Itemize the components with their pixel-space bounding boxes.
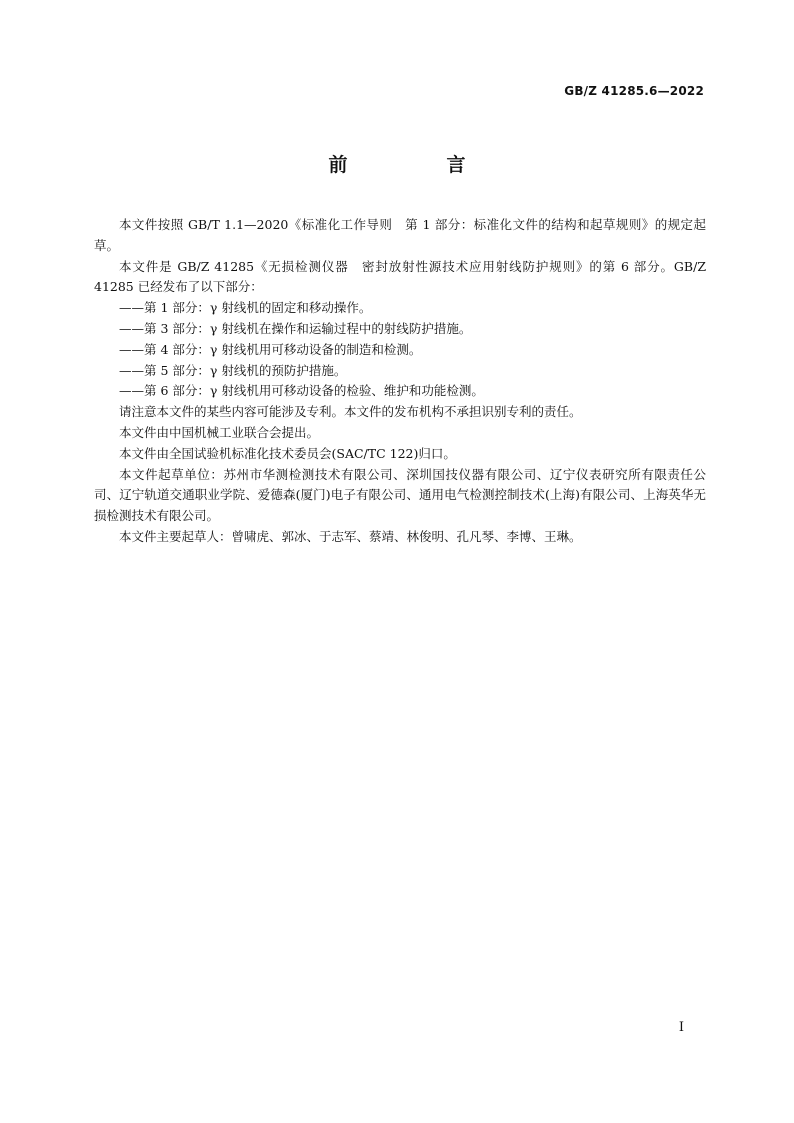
paragraph: 本文件主要起草人：曾啸虎、郭冰、于志军、蔡靖、林俊明、孔凡琴、李博、王琳。 <box>119 528 582 544</box>
list-item: ——第 3 部分：γ 射线机在操作和运输过程中的射线防护措施。 <box>119 320 472 336</box>
list-item: ——第 4 部分：γ 射线机用可移动设备的制造和检测。 <box>119 341 422 357</box>
foreword-body <box>94 215 706 548</box>
page-number: I <box>678 1020 684 1035</box>
paragraph: 本文件是 GB/Z 41285《无损检测仪器 密封放射性源技术应用射线防护规则》的第 6 部分。GB/Z 41285 已经发布了以下部分： <box>94 258 706 295</box>
paragraph: 请注意本文件的某些内容可能涉及专利。本文件的发布机构不承担识别专利的责任。 <box>119 404 582 420</box>
list-item: ——第 1 部分：γ 射线机的固定和移动操作。 <box>119 300 372 316</box>
list-item: ——第 6 部分：γ 射线机用可移动设备的检验、维护和功能检测。 <box>119 383 484 399</box>
paragraph: 本文件由中国机械工业联合会提出。 <box>119 424 320 440</box>
paragraph: 本文件按照 GB/T 1.1—2020《标准化工作导则 第 1 部分：标准化文件的结构和起草规则》的规定起草。 <box>94 217 706 253</box>
paragraph: 本文件由全国试验机标准化技术委员会(SAC/TC 122)归口。 <box>119 445 456 461</box>
page-title: 前 言 <box>328 154 506 176</box>
paragraph: 本文件起草单位：苏州市华测检测技术有限公司、深圳国技仪器有限公司、辽宁仪表研究所有限责任公司、辽宁轨道交通职业学院、爱德森(厦门)电子有限公司、通用电气检测控制技术(上海)有限公司、上海英华无损检测技术有限公司。 <box>94 466 706 524</box>
list-item: ——第 5 部分：γ 射线机的预防护措施。 <box>119 362 347 378</box>
standard-code: GB/Z 41285.6—2022 <box>564 84 704 98</box>
